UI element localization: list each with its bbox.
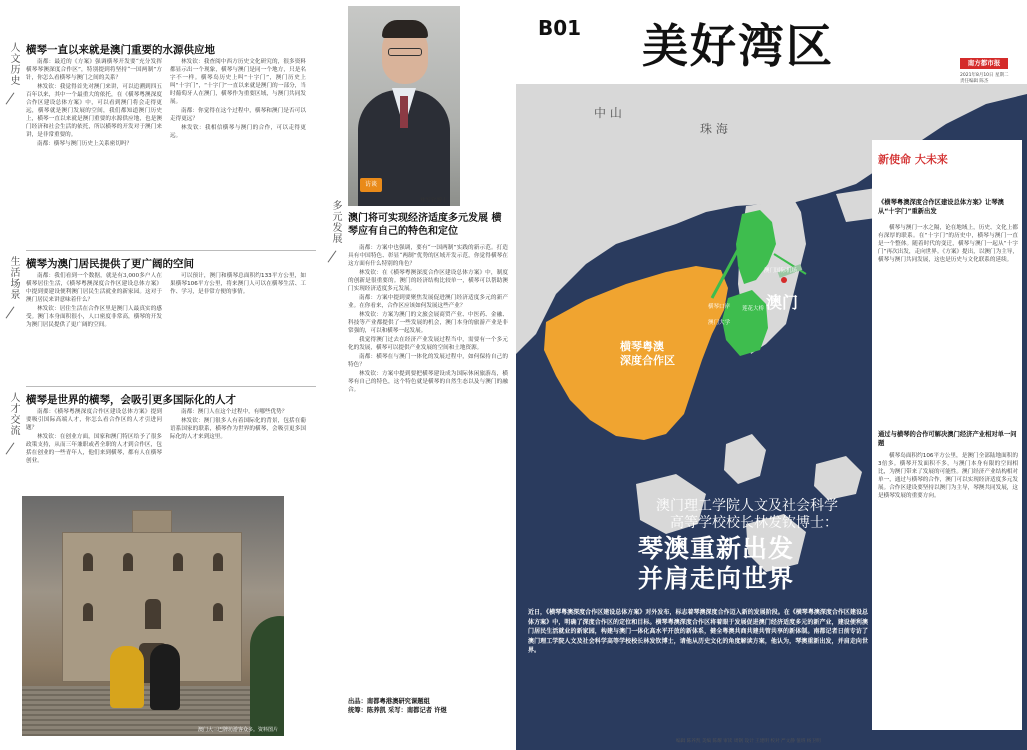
photo-caption-square: 澳门大三巴牌坊游客众多。资料图片 <box>198 727 279 733</box>
article-2-body-col2: 可以预计，澳门和横琴总面积约133平方公里，如果横琴106平方公里，将来澳门人可以在横琴生活、工作、学习，是非常方便的事情。 <box>170 273 306 295</box>
map-label-airport: 澳门国际机场 <box>764 268 798 274</box>
article-3-title: 横琴是世界的横琴，会吸引更多国际化的人才 <box>26 394 236 406</box>
photo-caption-portrait: 林发钦博士。 <box>420 198 454 204</box>
side-label-talent: 人才交流 <box>8 392 19 436</box>
article-3-body-col1: 南都：《横琴粤澳深度合作区建设总体方案》提到要吸引国际高端人才，你怎么看合作区的人才引进问题？ 林发钦：在创业方面，国家和澳门特区给予了很多政策支持，从而三年兼职或者全职的人才到合作区，包括在创业的一些青年人，他们来到横琴，都有人在横琴创业。 <box>26 409 162 464</box>
map-label-hengqin: 横琴粤澳 深度合作区 <box>620 340 675 367</box>
map-label-university: 澳门大学 <box>708 320 731 326</box>
article-1-body-col2: 林发钦：我查阅中西方历史文化研究的，很多资料都显示出一个现象，横琴与澳门是同一个地方，只是名字不一样。横琴岛历史上叫“十字门”，澳门历史上叫“十字门”，“十字门”一直以来就是澳门的一部分，当时葡萄牙人在澳门，横琴作为重要区域，与澳门共同发展。 南都：你觉得在这个过程中，横琴和澳门是否可以走得更远？ 林发钦：我相信横琴与澳门的合作，可以走得更远。 <box>170 59 306 139</box>
masthead-title: 美好湾区 <box>642 19 834 73</box>
article-3-body-col2: 南都：澳门人在这个过程中，有哪些优势？ 林发钦：澳门很多人有着国际化的背景，包括在葡语系国家的联系，横琴作为世界的横琴，会吸引更多国际化的人才来到这里。 <box>170 409 306 440</box>
article-2-body-col1: 南都：我们看到一个数据，就是有3,000多户人在横琴居住生活，《横琴粤澳深度合作区建设总体方案》中提到要建设便利澳门居民生活就业的新家园。这对于澳门居民来讲意味着什么？ 林发钦：居住生活在合作区里是澳门人最真实的感受。澳门本身面积很小，人口密度非常高，横琴的开发为澳门居民提供了更广阔的空间。 <box>26 273 162 328</box>
side-label-life: 生活场景 <box>8 256 19 300</box>
sidebar-heading-2: 通过与横琴的合作可解决澳门经济产业相对单一问题 <box>878 431 1017 447</box>
map-label-zhuhai: 珠 海 <box>700 122 728 136</box>
sidebar-logo: 新使命 大未来 <box>878 153 948 166</box>
map-label-zhongshan: 中 山 <box>594 106 622 120</box>
sidebar-body-1: 横琴与澳门一水之隔，论在地域上，历史、文化上都有深厚的联系。在“十字门”的历史中，横琴与澳门一直是一个整体。随着时代的变迁，横琴与澳门一起从“十字门”再次出发，走向世界。《方案》提出，以澳门为主导，横琴与澳门共同发展，这也是历史与文化联系的延续。 <box>878 225 1018 263</box>
headline-main: 琴澳重新出发 并肩走向世界 <box>638 534 795 593</box>
ruins-of-st-paul-photo <box>22 496 284 736</box>
map-label-port: 横琴口岸 <box>708 304 731 310</box>
article-1-title: 横琴一直以来就是澳门重要的水源供应地 <box>26 44 215 56</box>
side-label-history: 人文历史 <box>8 42 19 86</box>
article-2-title: 横琴为澳门居民提供了更广阔的空间 <box>26 258 194 270</box>
page-number: B01 <box>538 16 582 40</box>
lead-paragraph: 近日，《横琴粤澳深度合作区建设总体方案》对外发布，标志着琴澳深度合作迈入新的发展阶段。在《横琴粤澳深度合作区建设总体方案》中，明确了深度合作区的定位和目标。横琴粤澳深度合作区将着眼于发展促进澳门经济适度多元的新产业，建设便利澳门居民生活就业的新家园，构建与澳门一体化高水平开放的新体系，健全粤澳共商共建共管共享的新体制。南都记者日前专访了澳门理工学院人文及社会科学高等学校校长林发钦博士，请他从历史文化的角度解读方案，他认为，琴澳重新出发，并肩走向世界。 <box>528 609 868 654</box>
credits: 出品：南都粤港澳研究课题组 统筹：陈养凯 采写：南都记者 许煜 <box>348 698 447 714</box>
map-label-macau: 澳门 <box>766 293 799 312</box>
article-4-body: 南都：方案中也强调，要有“一国两制”实践的新示范。打造具有中国特色、彰显“两制”优势的区域开发示范，你觉得横琴在这方面有什么特别的角色？ 林发钦：在《横琴粤澳深度合作区建设总体方案》中，制度的创新是很重要的。澳门的经济结构比较单一，横琴可以帮助澳门实现经济适度多元发展。 南都：方案中提到要聚焦发展促进澳门经济适度多元的新产业。在你看来，合作区应该如何发展这些产业？ 林发钦：方案为澳门的文旅会展商贸产业、中医药、金融、科技等产业都提供了一些发展的机会，澳门本身的旅游产业是非常强的，可以和横琴一起发展。 我觉得澳门过去在经济产业发展过程当中，需要有一个多元化的发展，横琴可以提供产业发展的空间和土地资源。 南都：横琴在与澳门一体化的发展过程中，如何保持自己的特色？ 林发钦：方案中提到要把横琴建设成为国际休闲旅游岛，横琴有自己的特色，这个特色就是横琴的自然生态以及与澳门的融合。 <box>348 245 508 393</box>
newspaper-logo: 南方都市报 <box>960 58 1008 69</box>
article-1-body-col1: 南都：最近的《方案》强调横琴开发要“充分发挥横琴琴澳深度合作区”，特别提到将坚持“一国两制”方针，你怎么看横琴与澳门之间的关系？ 林发钦：我觉得首先对澳门来讲，可以追溯到四五百年以来，其中一个最重大的依托，在《横琴粤澳深度合作区建设总体方案》中，可以看到澳门将会走得更远，横琴就是澳门发展的空间，我们都知道澳门历史上，横琴一直以来就是澳门重要的水源供应地，也是澳门经济和社会生活的依托，所以横琴的开发对于澳门来讲，是非常重要的。 南都：横琴与澳门历史上关系密切吗？ <box>26 59 162 147</box>
interview-tag: 访谈 <box>360 178 382 192</box>
side-label-diversify: 多元发展 <box>330 200 341 244</box>
portrait-photo <box>348 6 460 206</box>
issue-date: 2021年8月10日 星期二 责任编辑 陈杰 <box>960 73 1009 84</box>
sidebar-body-2: 横琴岛面积约106平方公里，是澳门全部陆地面积的3倍多。横琴开发面积不多，与澳门本身有限的空间相比，为澳门带来了发展的可能性。澳门经济产业结构相对单一，通过与横琴的合作，澳门可以实现经济适度多元发展。合作区建设要坚持以澳门为主导，琴澳共同发展，这是横琴发展的重要方向。 <box>878 453 1018 499</box>
sidebar-heading-1: 《横琴粤澳深度合作区建设总体方案》让琴澳从“十字门”重新出发 <box>878 199 1004 215</box>
map-label-bridge: 莲花大桥 <box>742 306 765 312</box>
headline-byline: 澳门理工学院人文及社会科学 高等学校校长林发钦博士： <box>656 498 838 531</box>
page-footer: 编辑 陈养凯 美编 陈耀 审读 周钢 设计 王建明 校对 严文静 值班 杨卫明 <box>676 739 821 744</box>
article-4-title: 澳门将可实现经济适度多元发展 横琴应有自己的特色和定位 <box>348 213 502 237</box>
